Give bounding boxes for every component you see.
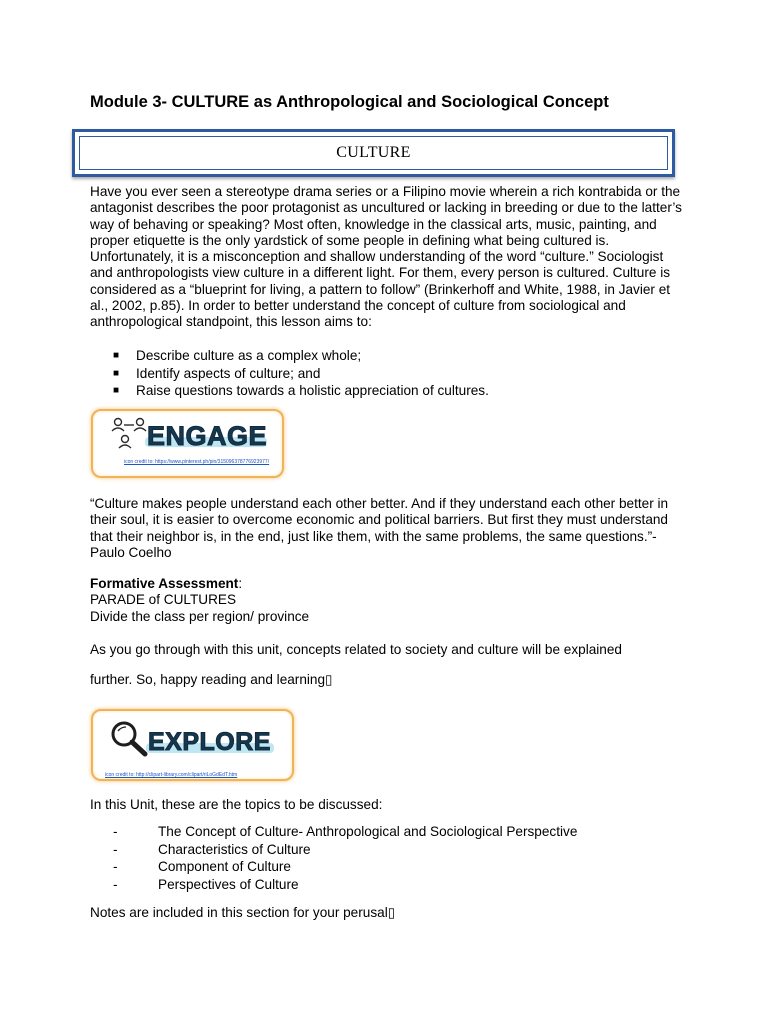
list-item: ■ Raise questions towards a holistic appreciation of cultures. — [113, 383, 489, 398]
transition-line-2: further. So, happy reading and learning▯ — [90, 672, 333, 687]
formative-label: Formative Assessment — [90, 576, 239, 591]
engage-banner — [91, 409, 284, 478]
banner-title: CULTURE — [336, 144, 411, 161]
list-item: ■ Describe culture as a complex whole; — [113, 348, 362, 363]
list-item: - Characteristics of Culture — [113, 841, 311, 857]
formative-instruction: Divide the class per region/ province — [90, 608, 310, 624]
engage-label: ENGAGE — [147, 421, 268, 451]
page-title: Module 3- CULTURE as Anthropological and Sociological Concept — [90, 93, 609, 111]
topics-list — [113, 823, 577, 893]
list-item: - Perspectives of Culture — [113, 876, 299, 892]
explore-banner — [91, 709, 294, 781]
formative-assessment: Formative Assessment: PARADE of CULTURES Divide the class per region/ province — [90, 576, 685, 625]
intro-paragraph: Have you ever seen a stereotype drama series or a Filipino movie wherein a rich kontrabida or the antagonist describes the poor protagonist as uncultured or lacking in breeding or due to the latter’s way of behaving or speaking? Most often, knowledge in the classical arts, music, painting, and proper etiquette is the only yardstick of some people in defining what being cultured is. Unfortunately, it is a misconception and shallow understanding of the word “culture.” Sociologist and anthropologists view culture in a different light. For them, every person is cultured. Culture is considered as a “blueprint for living, a pattern to follow” (Brinkerhoff and White, 1988, in Javier et al., 2002, p.85). In order to better understand the concept of culture from sociological and anthropological standpoint, this lesson aims to: — [90, 184, 682, 330]
list-item: - The Concept of Culture- Anthropological and Sociological Perspective — [113, 824, 578, 839]
engage-credit-link[interactable]: icon credit to: https://www.pinterest.ph/pin/315096378776923977/ — [124, 459, 270, 465]
section-banner — [72, 129, 675, 177]
quote-paragraph: “Culture makes people understand each other better. And if they understand each other better in their soul, it is easier to overcome economic and political barriers. But first they must understand that their neighbor is, in the end, just like them, with the same problems, the same questions.”- Paulo Coelho — [90, 496, 669, 560]
explore-credit-link[interactable]: icon credit to: http://clipart-library.com/clipart/riLoGdEdT.htm — [105, 772, 238, 778]
objectives-list — [113, 347, 489, 400]
explore-label: EXPLORE — [148, 728, 271, 756]
list-item: - Component of Culture — [113, 859, 291, 874]
magnifier-icon — [107, 719, 151, 759]
transition-line-1: As you go through with this unit, concepts related to society and culture will be explained — [90, 642, 622, 657]
topics-intro: In this Unit, these are the topics to be discussed: — [90, 797, 383, 812]
list-item: ■ Identify aspects of culture; and — [113, 365, 321, 381]
formative-activity: PARADE of CULTURES — [90, 592, 237, 608]
people-icon — [111, 415, 151, 453]
notes-line: Notes are included in this section for your perusal▯ — [90, 905, 396, 920]
